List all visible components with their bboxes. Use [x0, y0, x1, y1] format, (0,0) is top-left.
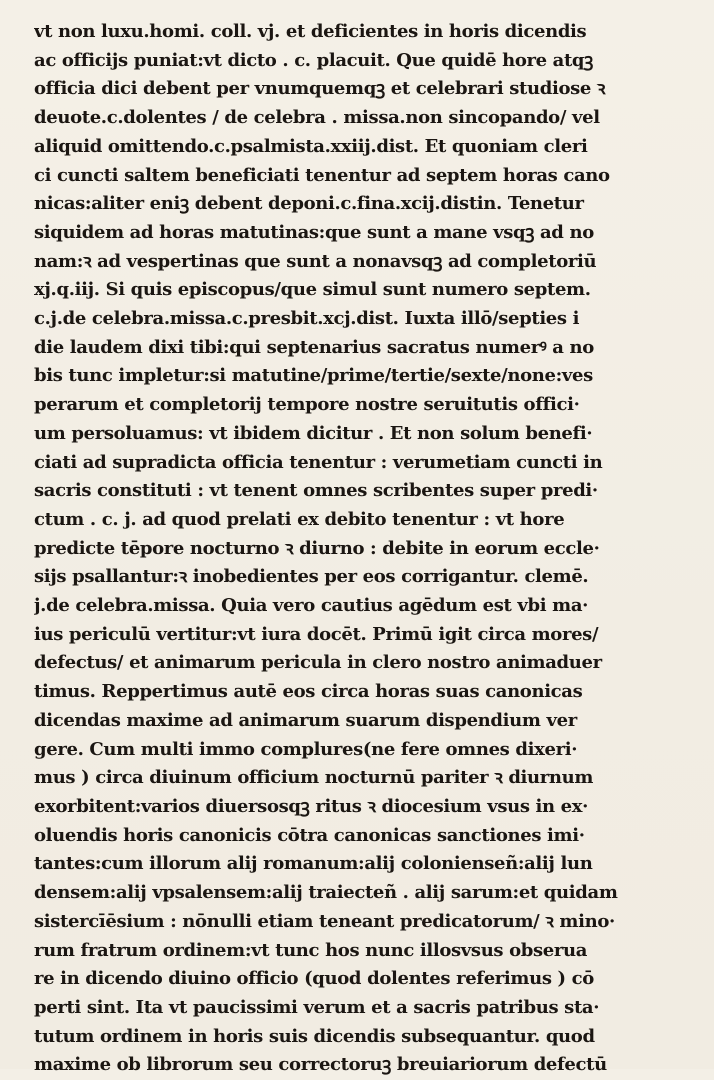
- text-line-18: ctum . c. j. ad quod prelati ex debito tenentur : vt hore: [34, 508, 565, 530]
- text-line-6: ci cuncti saltem beneficiati tenentur ad septem horas cano: [34, 164, 610, 186]
- text-line-33: rum fratrum ordinem:vt tunc hos nunc illosvsus obserua: [34, 939, 588, 961]
- text-line-23: defectus/ et animarum pericula in clero nostro animaduer: [34, 652, 602, 674]
- text-line-17: sacris constituti : vt tenent omnes scribentes super predi·: [34, 480, 598, 502]
- text-line-16: ciati ad supradicta officia tenentur : verumetiam cuncti in: [34, 451, 603, 473]
- text-line-30: tantes:cum illorum alij romanum:alij colonienseñ:alij lun: [34, 853, 593, 875]
- text-line-12: die laudem dixi tibi:qui septenarius sacratus numerꝰ a no: [34, 336, 594, 358]
- text-line-10: xj.q.iij. Si quis episcopus/que simul sunt numero septem.: [34, 279, 591, 301]
- text-line-7: nicas:aliter eniꝫ debent deponi.c.fina.xcij.distin. Tenetur: [34, 193, 584, 215]
- text-line-15: um persoluamus: vt ibidem dicitur . Et non solum benefi·: [34, 422, 593, 444]
- text-line-29: oluendis horis canonicis cōtra canonicas sanctiones imi·: [34, 824, 585, 846]
- text-line-21: j.de celebra.missa. Quia vero cautius agēdum est vbi ma·: [34, 595, 589, 617]
- text-line-5: aliquid omittendo.c.psalmista.xxiij.dist. Et quoniam cleri: [34, 135, 588, 157]
- text-line-24: timus. Reppertimus autē eos circa horas suas canonicas: [34, 681, 583, 703]
- text-line-25: dicendas maxime ad animarum suarum dispendium ver: [34, 709, 577, 731]
- text-line-1: vt non luxu.homi. coll. vj. et deficientes in horis dicendis: [34, 21, 587, 42]
- text-line-9: nam:ꝛ ad vespertinas que sunt a nonavsqꝫ ad completoriū: [34, 250, 597, 272]
- text-line-8: siquidem ad horas matutinas:que sunt a mane vsqꝫ ad no: [34, 221, 594, 243]
- text-line-22: ius periculū vertitur:vt iura docēt. Primū igit circa mores/: [34, 623, 599, 645]
- text-line-28: exorbitent:varios diuersosqꝫ ritus ꝛ diocesium vsus in ex·: [34, 795, 589, 817]
- text-line-20: sijs psallantur:ꝛ inobedientes per eos corrigantur. clemē.: [34, 566, 589, 588]
- text-line-32: sistercīēsium : nōnulli etiam teneant predicatorum/ ꝛ mino·: [34, 910, 615, 932]
- text-line-19: predicte tēpore nocturno ꝛ diurno : debite in eorum eccle·: [34, 537, 600, 559]
- text-line-13: bis tunc impletur:si matutine/prime/tertie/sexte/none:ves: [34, 365, 593, 387]
- text-line-26: gere. Cum multi immo complures(ne fere omnes dixeri·: [34, 738, 578, 760]
- text-line-27: mus ) circa diuinum officium nocturnū pariter ꝛ diurnum: [34, 767, 594, 789]
- latin-text-block: [34, 18, 698, 1080]
- text-line-35: perti sint. Ita vt paucissimi verum et a sacris patribus sta·: [34, 996, 600, 1018]
- text-line-36: tutum ordinem in horis suis dicendis subsequantur. quod: [34, 1025, 595, 1047]
- text-line-34: re in dicendo diuino officio (quod dolentes referimus ) cō: [34, 968, 594, 990]
- text-line-31: densem:alij vpsalensem:alij traiecteñ . alij sarum:et quidam: [34, 882, 618, 904]
- text-line-3: officia dici debent per vnumquemqꝫ et celebrari studiose ꝛ: [34, 78, 606, 100]
- text-line-11: c.j.de celebra.missa.c.presbit.xcj.dist. Iuxta illō/septies i: [34, 308, 580, 330]
- text-line-37: maxime ob librorum seu correctoruꝫ breuiariorum defectū: [34, 1054, 607, 1076]
- text-line-2: ac officijs puniat:vt dicto . c. placuit. Que quidē hore atqꝫ: [34, 49, 594, 71]
- text-line-14: perarum et completorij tempore nostre seruitutis offici·: [34, 394, 580, 416]
- text-line-4: deuote.c.dolentes / de celebra . missa.non sincopando/ vel: [34, 107, 600, 129]
